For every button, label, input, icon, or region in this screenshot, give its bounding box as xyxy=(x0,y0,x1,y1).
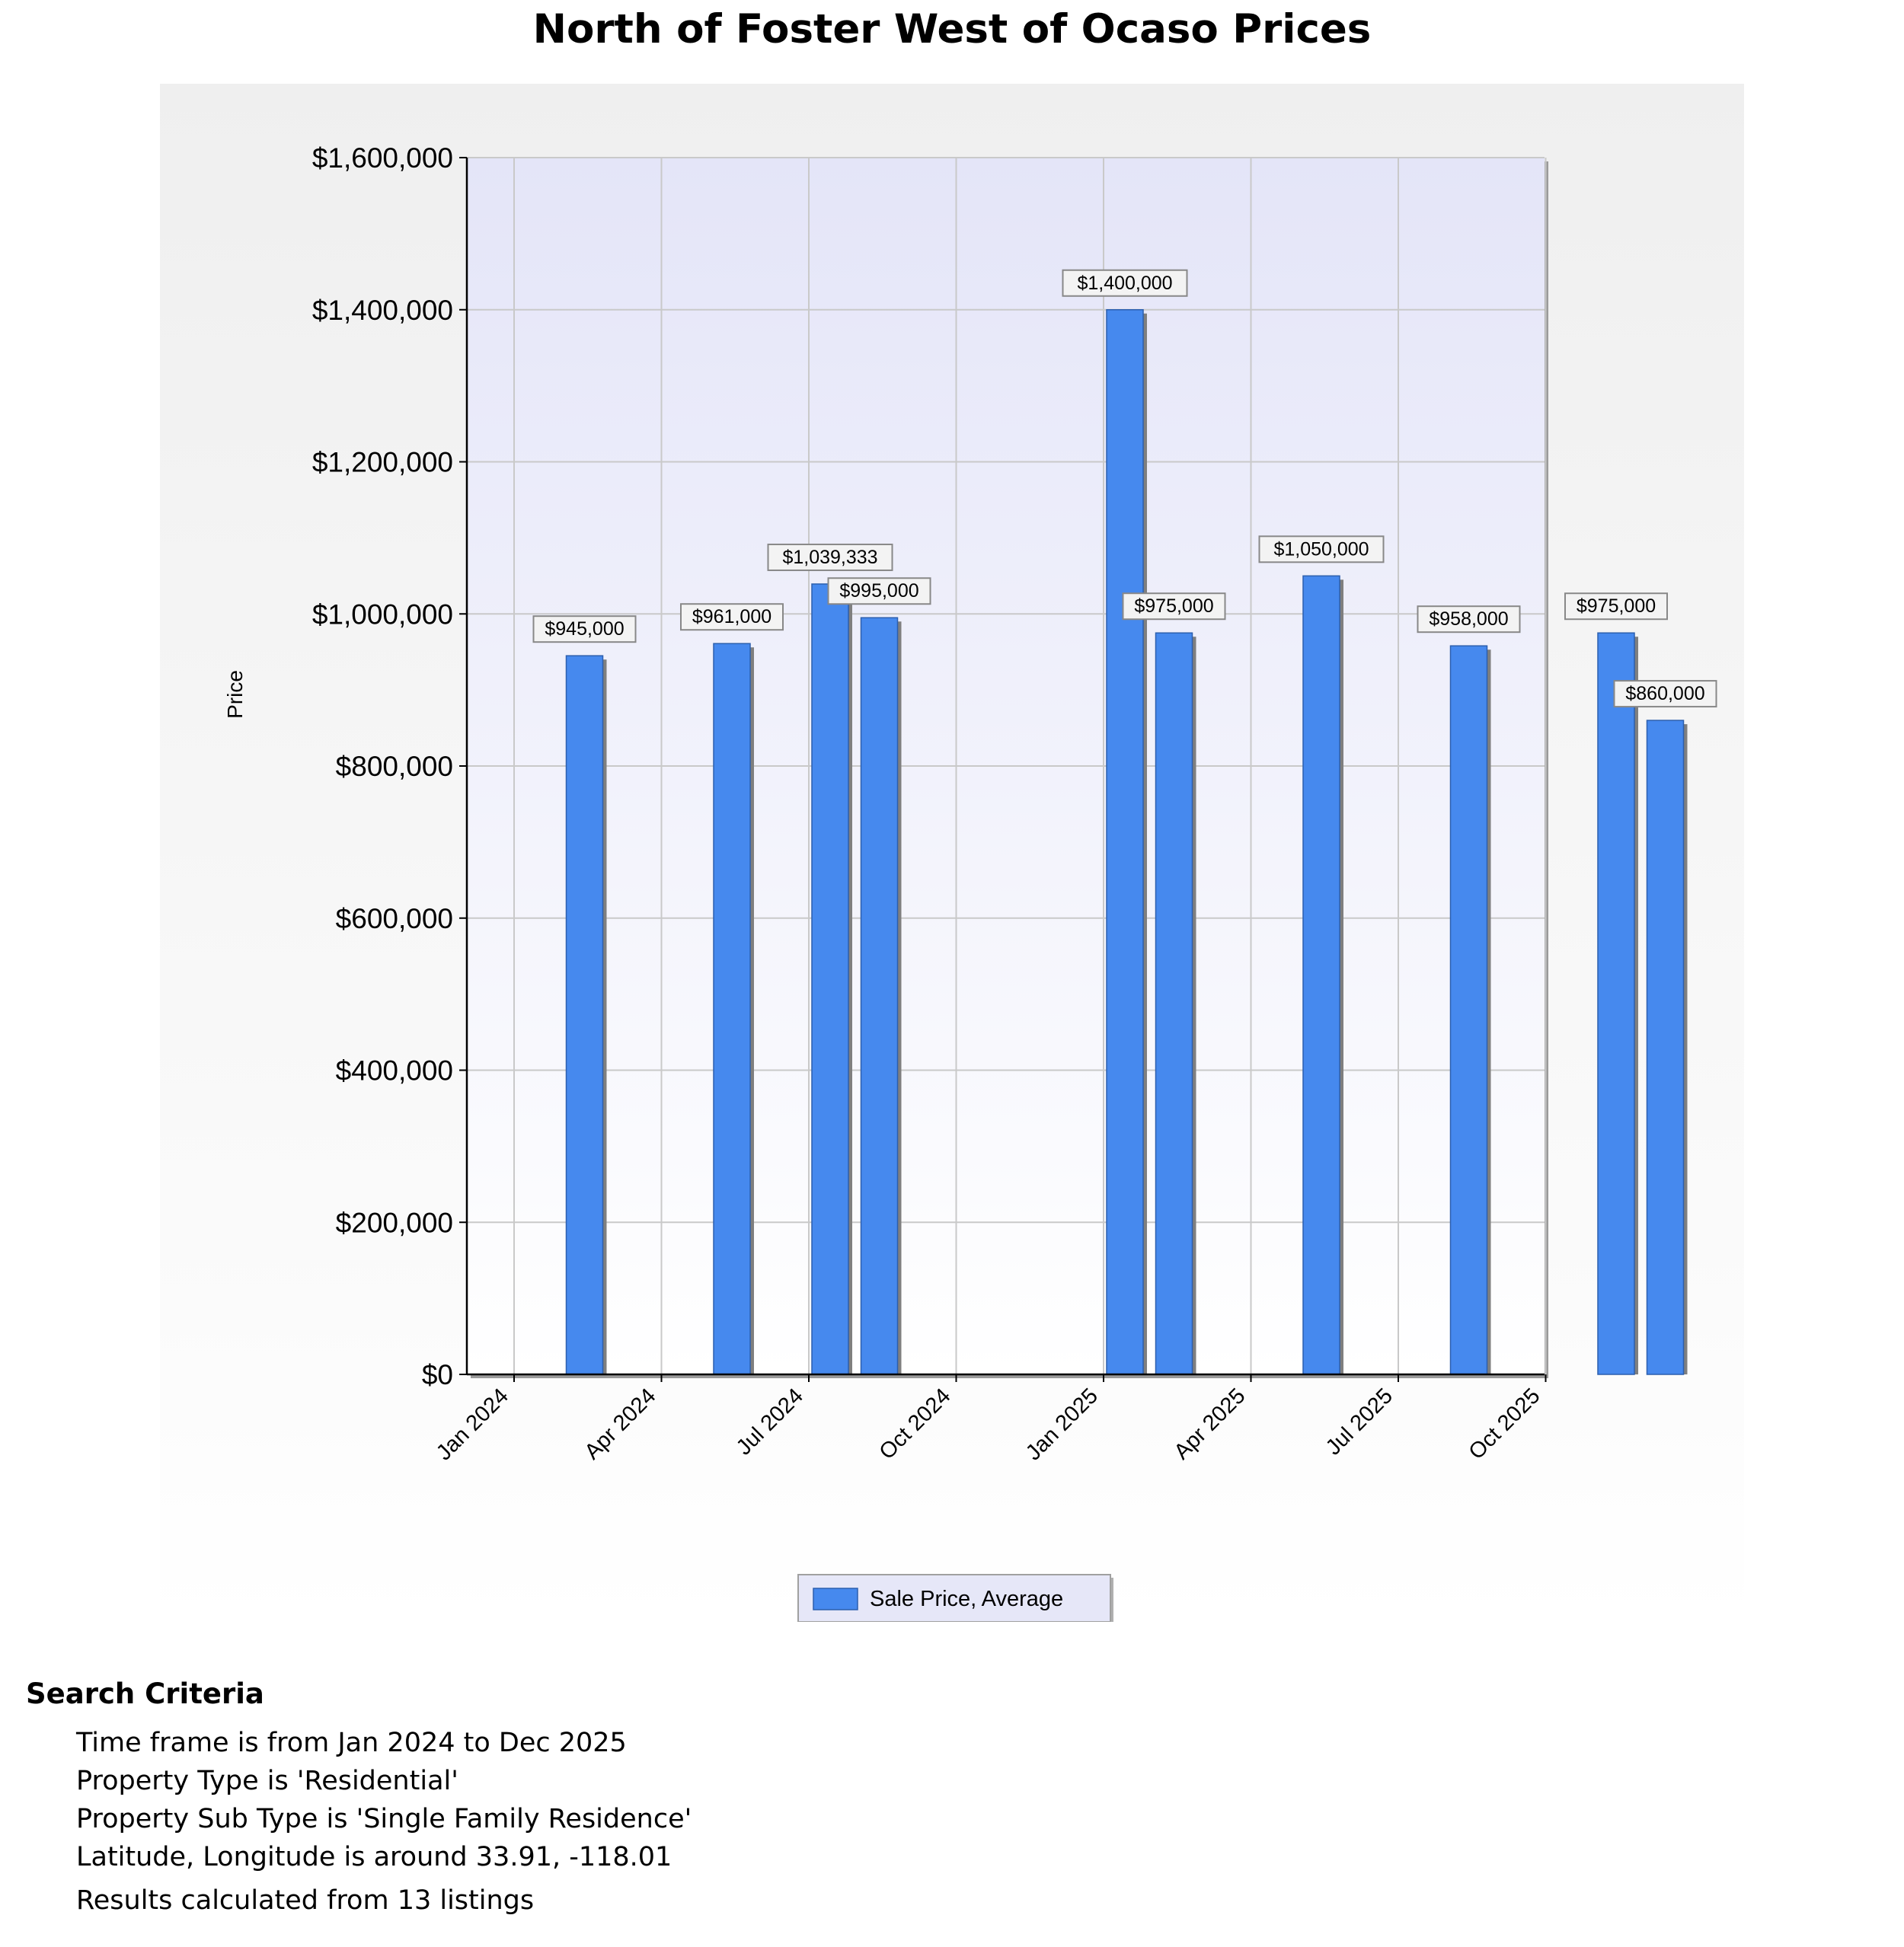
data-label: $958,000 xyxy=(1429,608,1509,630)
bar xyxy=(1156,633,1193,1374)
data-label: $1,400,000 xyxy=(1077,272,1173,294)
data-label: $961,000 xyxy=(692,606,772,628)
bar xyxy=(1107,310,1143,1374)
x-tick-label: Apr 2024 xyxy=(580,1384,661,1465)
y-tick-label: $800,000 xyxy=(335,751,453,782)
bar xyxy=(1598,633,1634,1374)
bar xyxy=(861,618,898,1374)
legend-label: Sale Price, Average xyxy=(870,1587,1064,1611)
chart-panel xyxy=(160,84,1744,1622)
y-axis-title: Price xyxy=(223,670,247,719)
y-tick-label: $0 xyxy=(421,1359,453,1390)
chart-title: North of Foster West of Ocaso Prices xyxy=(532,6,1372,53)
data-label: $1,039,333 xyxy=(782,546,878,568)
x-tick-label: Jan 2024 xyxy=(431,1384,513,1466)
data-label: $945,000 xyxy=(545,618,625,640)
x-tick-label: Oct 2024 xyxy=(874,1384,956,1465)
bar xyxy=(714,643,750,1374)
x-tick-label: Jul 2025 xyxy=(1321,1384,1398,1460)
criteria-time-frame: Time frame is from Jan 2024 to Dec 2025 xyxy=(76,1728,627,1758)
data-label: $975,000 xyxy=(1134,595,1214,618)
bar xyxy=(1451,646,1487,1374)
x-tick-label: Apr 2025 xyxy=(1169,1384,1251,1465)
data-label: $975,000 xyxy=(1576,595,1656,618)
results-count: Results calculated from 13 listings xyxy=(76,1885,535,1916)
data-label: $860,000 xyxy=(1625,683,1705,705)
x-tick-label: Oct 2025 xyxy=(1464,1384,1545,1465)
y-tick-label: $600,000 xyxy=(335,902,453,934)
y-tick-label: $1,000,000 xyxy=(311,598,453,630)
data-label: $995,000 xyxy=(839,580,919,602)
y-tick-label: $1,600,000 xyxy=(311,142,453,174)
criteria-location: Latitude, Longitude is around 33.91, -118.01 xyxy=(76,1842,672,1872)
criteria-property-type: Property Type is 'Residential' xyxy=(76,1766,458,1796)
y-tick-label: $1,400,000 xyxy=(311,294,453,326)
search-criteria xyxy=(26,1677,692,1916)
legend-swatch xyxy=(813,1588,858,1610)
y-tick-label: $400,000 xyxy=(335,1055,453,1087)
bar xyxy=(1647,720,1684,1374)
y-tick-label: $1,200,000 xyxy=(311,446,453,478)
x-tick-label: Jan 2025 xyxy=(1021,1384,1103,1466)
bar xyxy=(1303,576,1340,1374)
search-criteria-heading: Search Criteria xyxy=(26,1677,264,1710)
x-tick-label: Jul 2024 xyxy=(731,1384,808,1460)
bar-chart xyxy=(160,84,1744,1622)
data-label: $1,050,000 xyxy=(1273,538,1369,560)
y-tick-label: $200,000 xyxy=(335,1207,453,1239)
bar xyxy=(567,656,603,1374)
criteria-property-sub-type: Property Sub Type is 'Single Family Residence' xyxy=(76,1804,692,1834)
bar xyxy=(812,584,848,1374)
